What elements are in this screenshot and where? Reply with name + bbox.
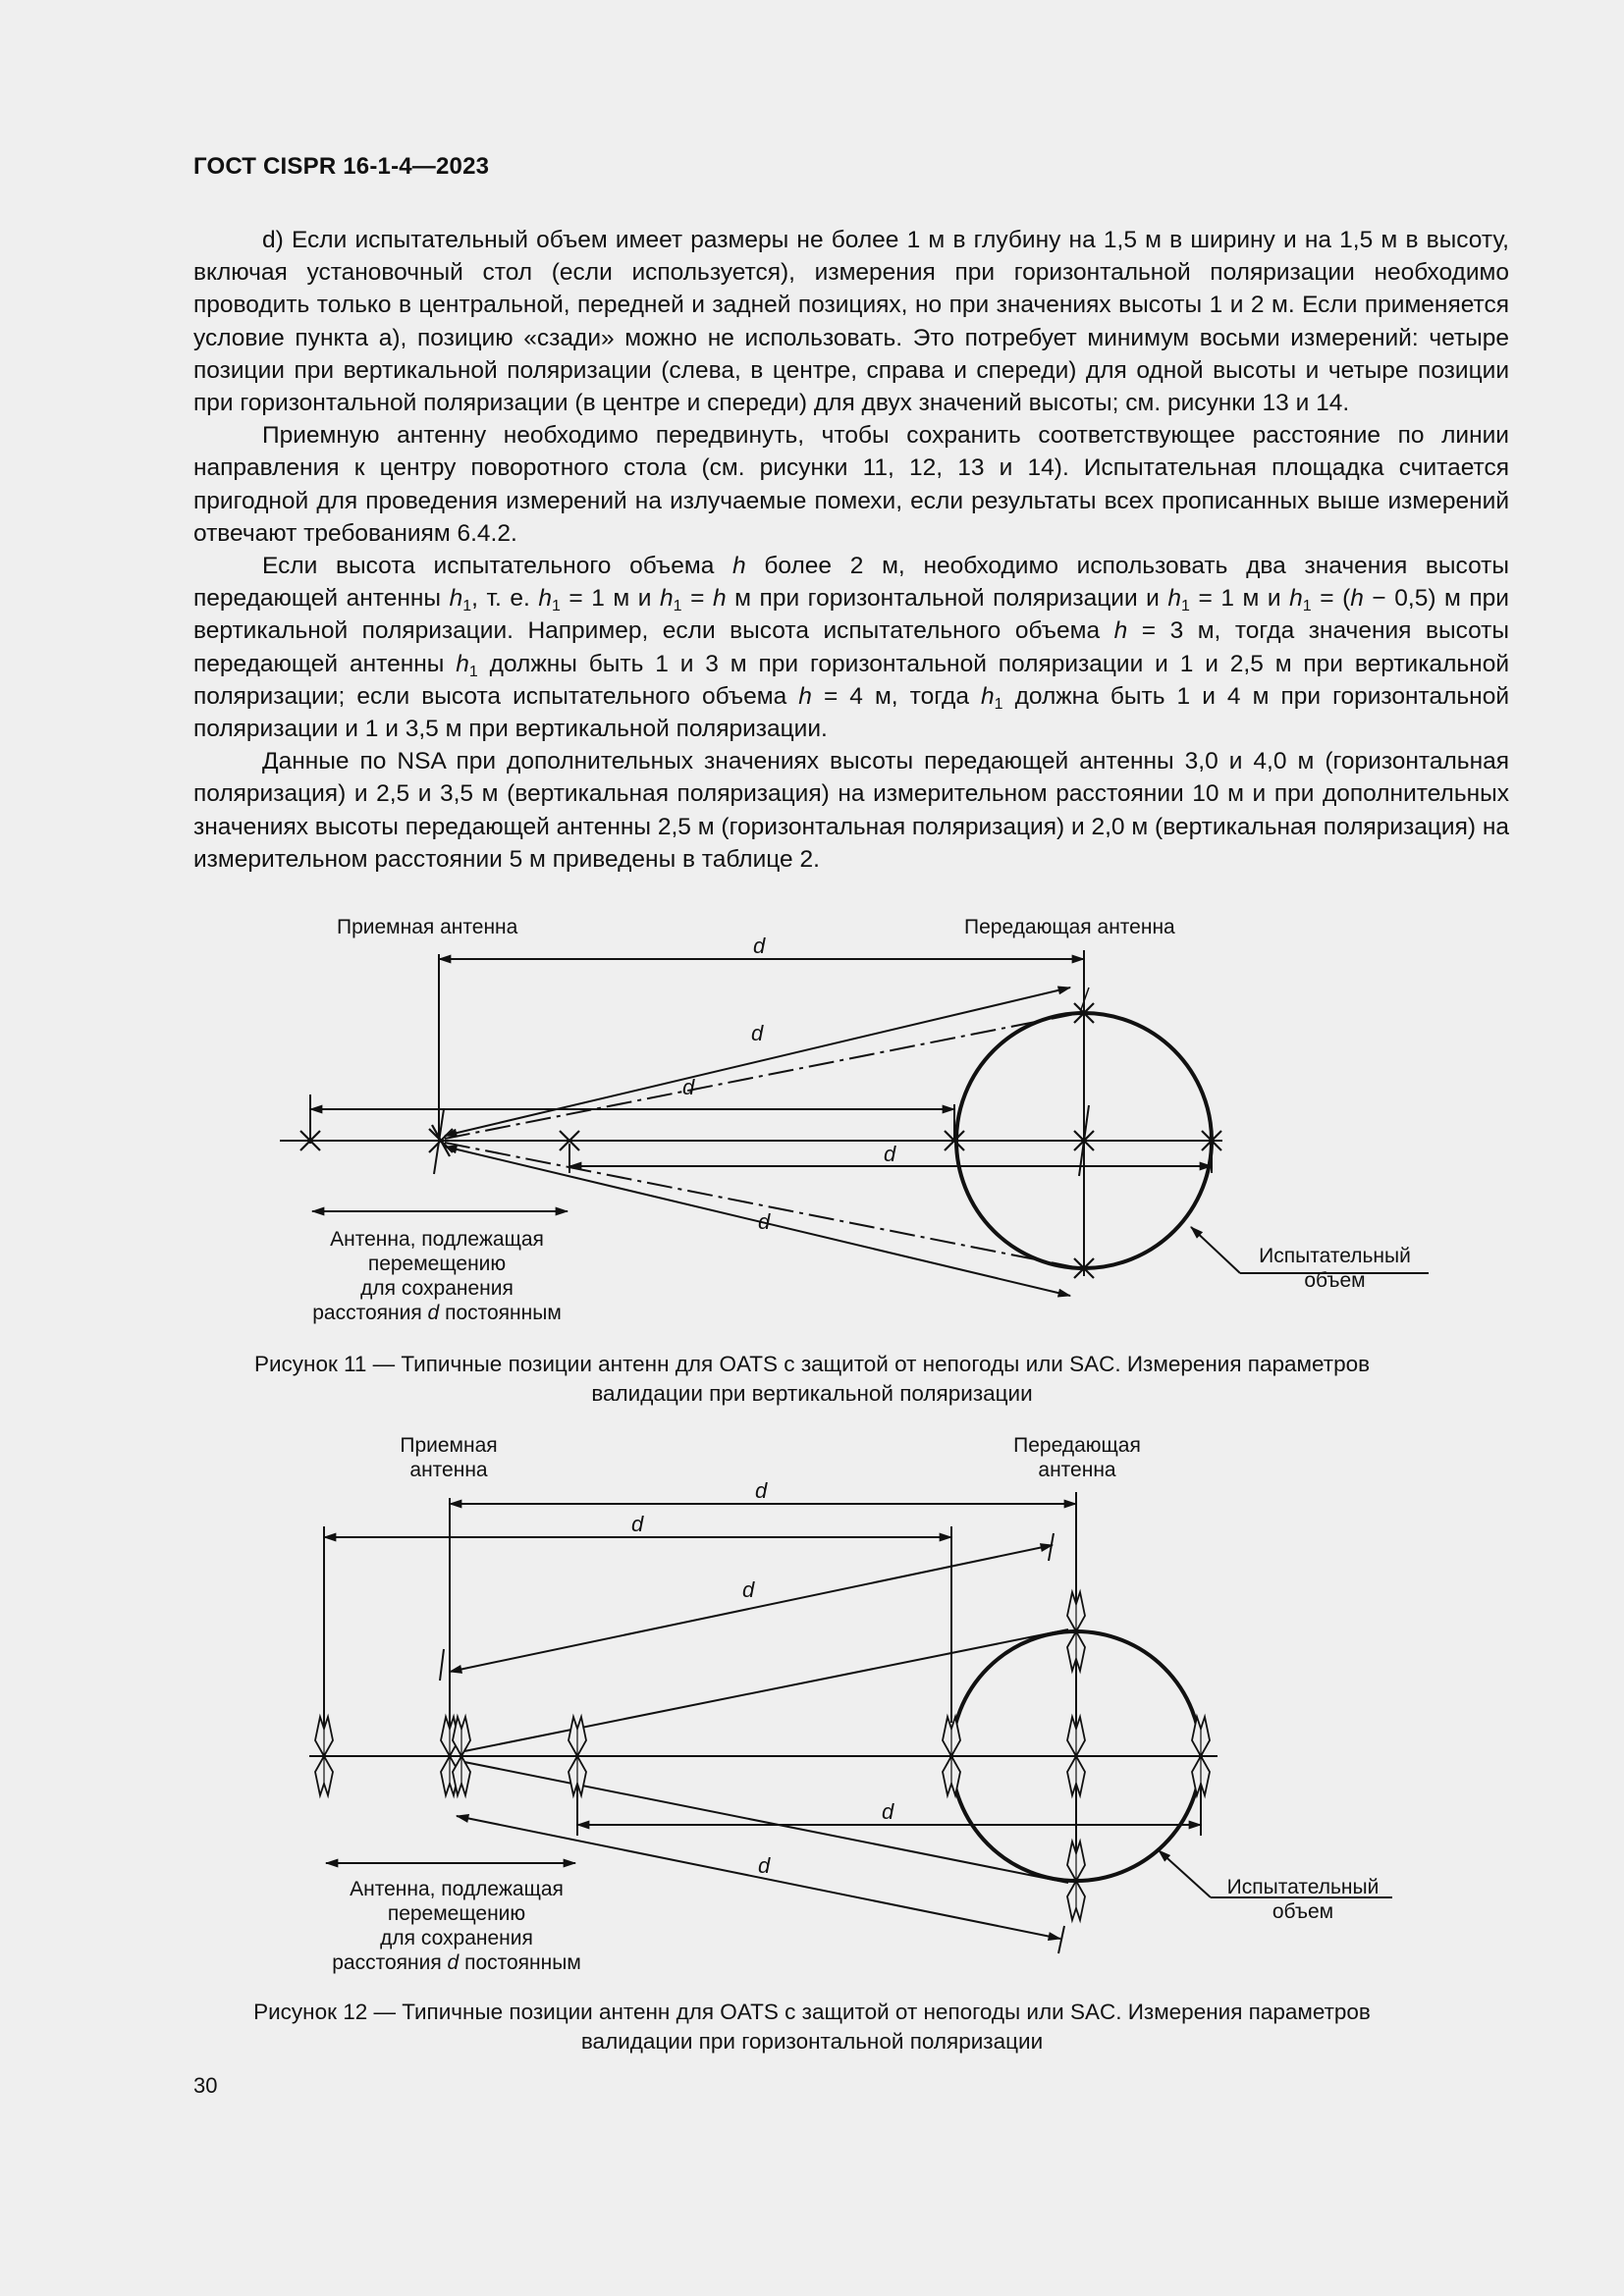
dimension-d: d [882, 1799, 894, 1824]
dimension-d: d [742, 1577, 755, 1602]
paragraph: Данные по NSA при дополнительных значениях высоты передающей антенны 3,0 и 4,0 м (горизонтальная поляризация) и 2,5 и 3,5 м (вертикальная поляризация) на измерительном расстоянии 10 м и при дополнительных значениях высоты передающей антенны 2,5 м (горизонтальная поляризация) и 2,0 м (вертикальная поляризация) на измерительном расстоянии 5 м приведены в таблице 2. [193, 748, 1509, 873]
figure-12 [0, 1433, 1624, 1993]
test-volume-label: Испытательный объем [1226, 1876, 1380, 1923]
figure-12-caption: Рисунок 12 — Типичные позиции антенн для OATS с защитой от непогоды или SAC. Измерения параметров валидации при горизонтальной поляризации [253, 2000, 1371, 2054]
moving-antenna-note: Антенна, подлежащая перемещению для сохранения расстояния d постоянным [332, 1878, 581, 1974]
moving-antenna-note: Антенна, подлежащая перемещению для сохранения расстояния d постоянным [312, 1228, 562, 1324]
dimension-d: d [753, 934, 766, 958]
receive-antenna-label: Приемная антенна [400, 1434, 498, 1481]
transmit-antenna-label: Передающая антенна [1013, 1434, 1141, 1481]
receive-antenna-label: Приемная антенна [337, 916, 518, 938]
dimension-d: d [884, 1142, 896, 1166]
page-number: 30 [193, 2073, 218, 2098]
test-volume-label: Испытательный объем [1259, 1245, 1411, 1292]
transmit-antenna-label: Передающая антенна [964, 916, 1175, 938]
dimension-d: d [758, 1853, 771, 1878]
figure-11 [0, 913, 1624, 1374]
paragraph: d) Если испытательный объем имеет размеры не более 1 м в глубину на 1,5 м в ширину и на 1,5 м в высоту, включая установочный стол (если используется), измерения при горизонтальной поляризации необходимо проводить только в центральной, передней и задней позициях, но при значениях высоты 1 и 2 м. Если применяется условие пункта а), позицию «сзади» можно не использовать. Это потребует минимум восьми измерений: четыре позиции при вертикальной поляризации (слева, в центре, справа и спереди) для одной высоты и четыре позиции при горизонтальной поляризации (в центре и спереди) для двух значений высоты; см. рисунки 13 и 14. [193, 227, 1509, 417]
dimension-d: d [751, 1021, 764, 1045]
dimension-d: d [682, 1075, 695, 1099]
paragraph: Приемную антенну необходимо передвинуть, чтобы сохранить соответствующее расстояние по линии направления к центру поворотного стола (см. рисунки 11, 12, 13 и 14). Испытательная площадка считается пригодной для проведения измерений на излучаемые помехи, если результаты всех прописанных выше измерений отвечают требованиям 6.4.2. [193, 422, 1509, 547]
dimension-d: d [755, 1478, 768, 1503]
body-text [193, 224, 1509, 876]
figure-11-caption: Рисунок 11 — Типичные позиции антенн для OATS с защитой от непогоды или SAC. Измерения параметров валидации при вертикальной поляризации [253, 1352, 1371, 1406]
paragraph: Если высота испытательного объема h более 2 м, необходимо использовать два значения высоты передающей антенны $h_1$, т. е. $h_1 = 1$ м и $h_1 = h$ м при горизонтальной поляризации и $h_1 = 1$ м и $h_1 = (h - 0,5)$ м при вертикальной поляризации. Например, если высота испытательного объема h = 3 м, тогда значения высоты передающей антенны $h_1$ должны быть 1 и 3 м при горизонтальной поляризации и 1 и 2,5 м при вертикальной поляризации; если высота испытательного объема h = 4 м, тогда $h_1$ должна быть 1 и 4 м при горизонтальной поляризации и 1 и 3,5 м при вертикальной поляризации. [193, 553, 1510, 743]
dimension-d: d [631, 1512, 644, 1536]
figure-11-diagram [0, 913, 1624, 1374]
document-header: ГОСТ CISPR 16-1-4—2023 [193, 153, 490, 180]
dimension-d: d [758, 1209, 771, 1234]
